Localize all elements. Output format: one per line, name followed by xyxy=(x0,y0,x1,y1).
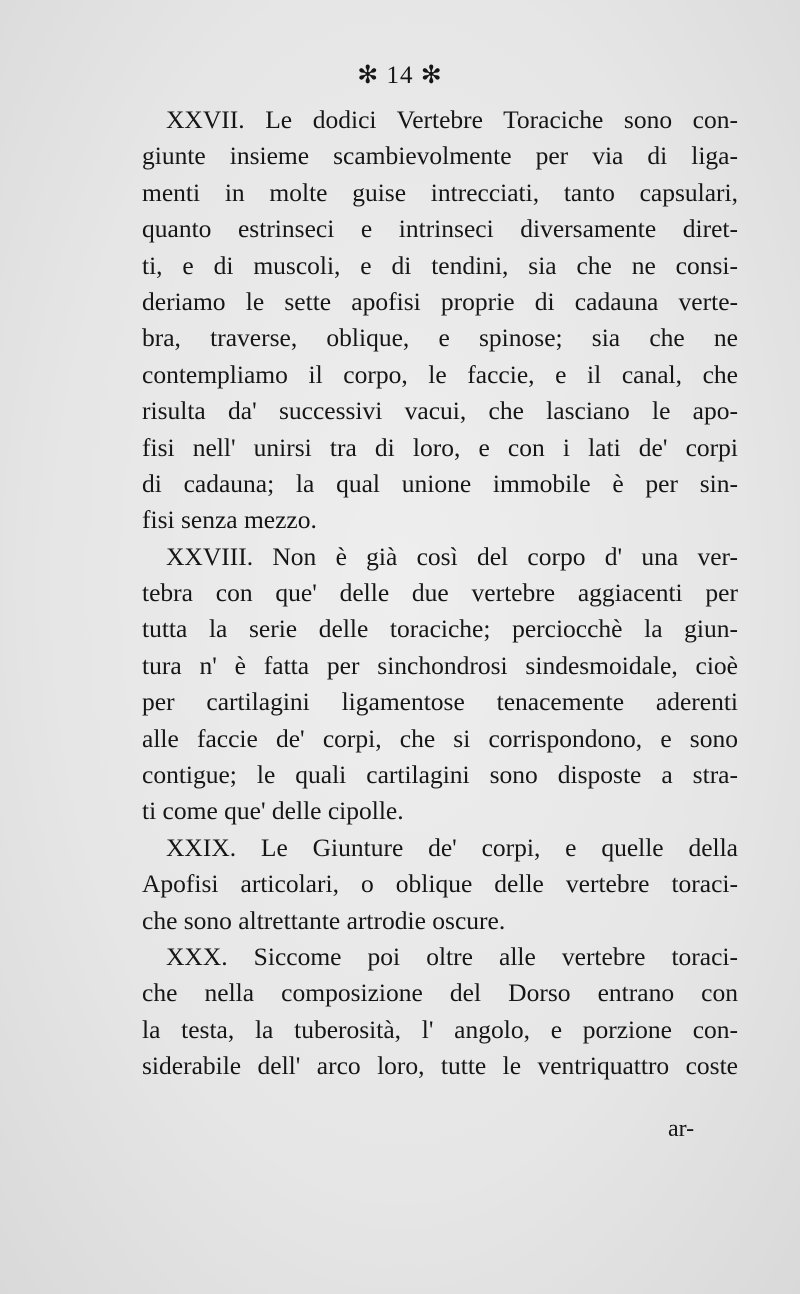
page-body xyxy=(142,102,738,1085)
ornament-right-icon: ✻ xyxy=(420,62,443,89)
text-line: giunte insieme scambievolmente per via di liga- xyxy=(142,141,738,171)
text-line: bra, traverse, oblique, e spinose; sia che ne xyxy=(142,323,738,353)
text-line: ti come que' delle cipolle. xyxy=(142,796,404,826)
text-line: contigue; le quali cartilagini sono disposte a stra- xyxy=(142,760,738,790)
text-line: siderabile dell' arco loro, tutte le ventriquattro coste xyxy=(142,1051,738,1081)
paragraph-xxix xyxy=(142,830,738,939)
text-line: fisi nell' unirsi tra di loro, e con i lati de' corpi xyxy=(142,432,738,462)
page-number: 14 xyxy=(386,62,414,89)
text-line: fisi senza mezzo. xyxy=(142,505,317,535)
ornament-left-icon: ✻ xyxy=(357,62,380,89)
text-line: Apofisi articolari, o oblique delle vertebre toraci- xyxy=(142,869,738,899)
page-header xyxy=(0,60,800,90)
text-line: che nella composizione del Dorso entrano con xyxy=(142,978,738,1008)
text-line: tura n' è fatta per sinchondrosi sindesmoidale, cioè xyxy=(142,650,738,680)
paragraph-xxvii xyxy=(142,102,738,539)
catchword: ar- xyxy=(668,1116,695,1142)
paragraph-xxviii xyxy=(142,539,738,830)
text-line: deriamo le sette apofisi proprie di cadauna verte- xyxy=(142,286,738,316)
text-line: XXX. Siccome poi oltre alle vertebre toraci- xyxy=(166,941,738,971)
text-line: per cartilagini ligamentose tenacemente aderenti xyxy=(142,687,738,717)
text-line: menti in molte guise intrecciati, tanto capsulari, xyxy=(142,177,738,207)
text-line: XXVIII. Non è già così del corpo d' una ver- xyxy=(166,541,738,571)
text-line: che sono altrettante artrodie oscure. xyxy=(142,905,506,935)
text-line: quanto estrinseci e intrinseci diversamente diret- xyxy=(142,214,738,244)
text-line: contempliamo il corpo, le faccie, e il canal, che xyxy=(142,359,738,389)
text-line: tutta la serie delle toraciche; perciocchè la giun- xyxy=(142,614,738,644)
text-line: ti, e di muscoli, e di tendini, sia che ne consi- xyxy=(142,250,738,280)
text-line: risulta da' successivi vacui, che lasciano le apo- xyxy=(142,396,738,426)
paragraph-xxx xyxy=(142,939,738,1085)
text-line: di cadauna; la qual unione immobile è per sin- xyxy=(142,468,738,498)
text-line: tebra con que' delle due vertebre aggiacenti per xyxy=(142,578,738,608)
text-line: la testa, la tuberosità, l' angolo, e porzione con- xyxy=(142,1014,738,1044)
text-line: alle faccie de' corpi, che si corrispondono, e sono xyxy=(142,723,738,753)
text-line: XXVII. Le dodici Vertebre Toraciche sono con- xyxy=(166,105,738,134)
text-line: XXIX. Le Giunture de' corpi, e quelle della xyxy=(166,832,738,862)
